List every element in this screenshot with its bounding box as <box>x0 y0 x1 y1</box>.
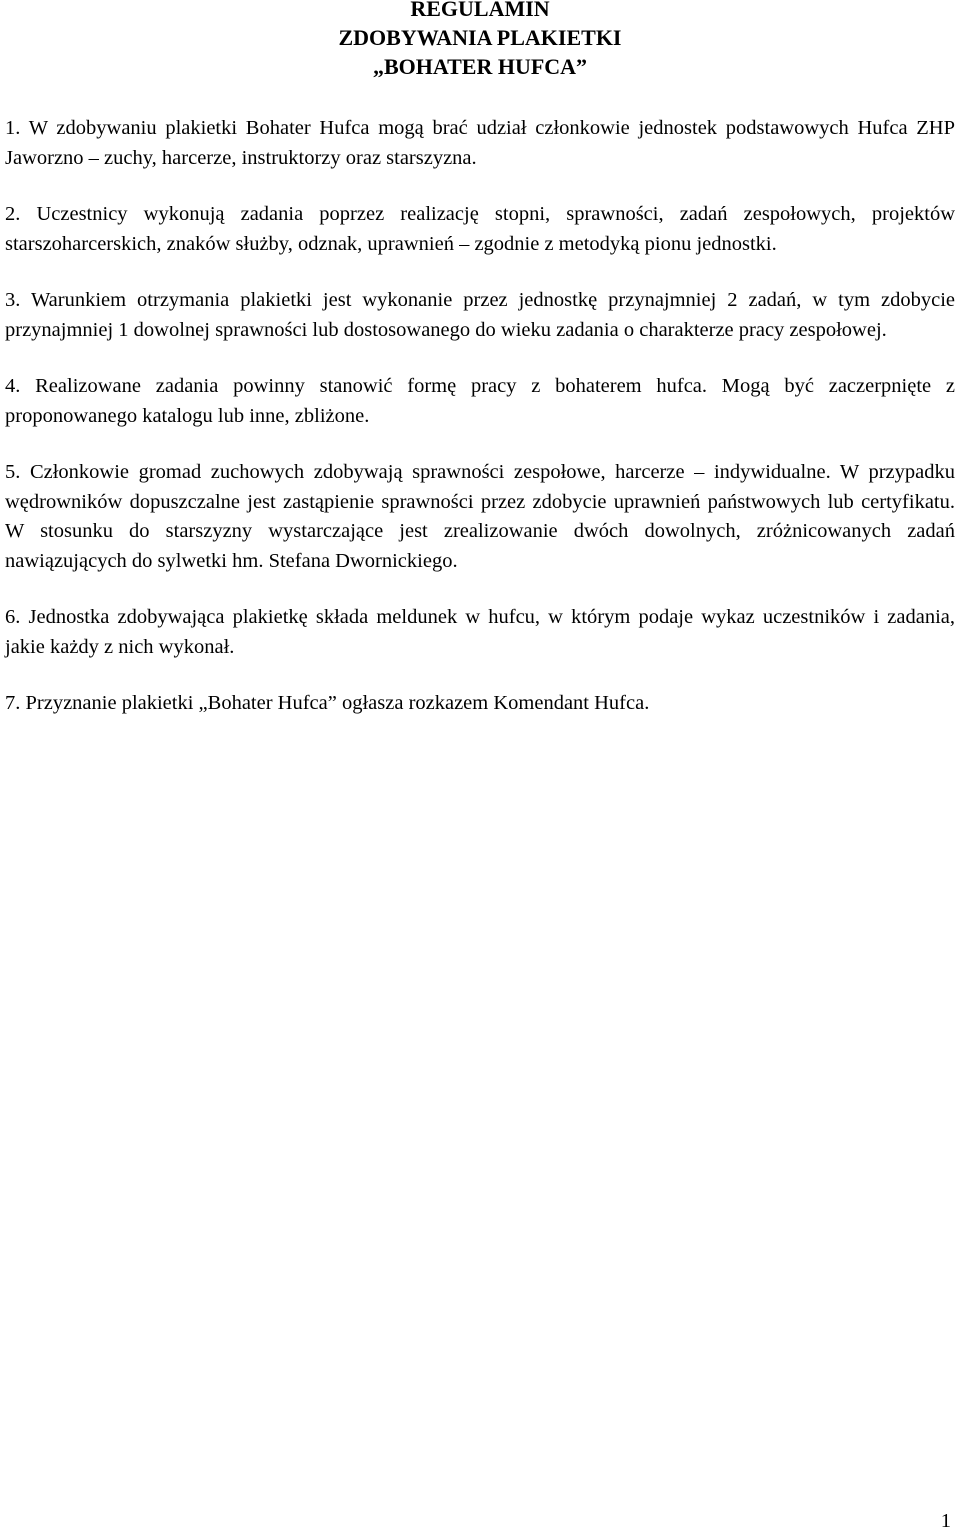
paragraph-3: 3. Warunkiem otrzymania plakietki jest wykonanie przez jednostkę przynajmniej 2 zadań, w tym zdobycie przynajmniej 1 dowolnej sprawności lub dostosowanego do wieku zadania o charakterze pracy zespołowej. <box>5 289 955 341</box>
title-line-1: REGULAMIN <box>410 0 550 21</box>
paragraph-4: 4. Realizowane zadania powinny stanowić formę pracy z bohaterem hufca. Mogą być zaczerpnięte z proponowanego katalogu lub inne, zbliżone. <box>5 375 955 427</box>
page-number: 1 <box>940 1510 951 1532</box>
document-body <box>5 114 955 746</box>
paragraph-7: 7. Przyznanie plakietki „Bohater Hufca” ogłasza rozkazem Komendant Hufca. <box>5 692 650 714</box>
title-line-3: „BOHATER HUFCA” <box>372 54 588 79</box>
title-line-2: ZDOBYWANIA PLAKIETKI <box>338 25 622 50</box>
paragraph-1: 1. W zdobywaniu plakietki Bohater Hufca mogą brać udział członkowie jednostek podstawowych Hufca ZHP Jaworzno – zuchy, harcerze, instruktorzy oraz starszyzna. <box>5 117 955 169</box>
document-title <box>0 0 960 81</box>
paragraph-6: 6. Jednostka zdobywająca plakietkę składa meldunek w hufcu, w którym podaje wykaz uczestników i zadania, jakie każdy z nich wykonał. <box>5 606 955 658</box>
paragraph-5: 5. Członkowie gromad zuchowych zdobywają sprawności zespołowe, harcerze – indywidualne. W przypadku wędrowników dopuszczalne jest zastąpienie sprawności przez zdobycie uprawnień państwowych lub certyfikatu. W stosunku do starszyzny wystarczające jest zrealizowanie dwóch dowolnych, zróżnicowanych zadań nawiązujących do sylwetki hm. Stefana Dwornickiego. <box>5 461 955 572</box>
paragraph-2: 2. Uczestnicy wykonują zadania poprzez realizację stopni, sprawności, zadań zespołowych, projektów starszoharcerskich, znaków służby, odznak, uprawnień – zgodnie z metodyką pionu jednostki. <box>5 203 955 255</box>
